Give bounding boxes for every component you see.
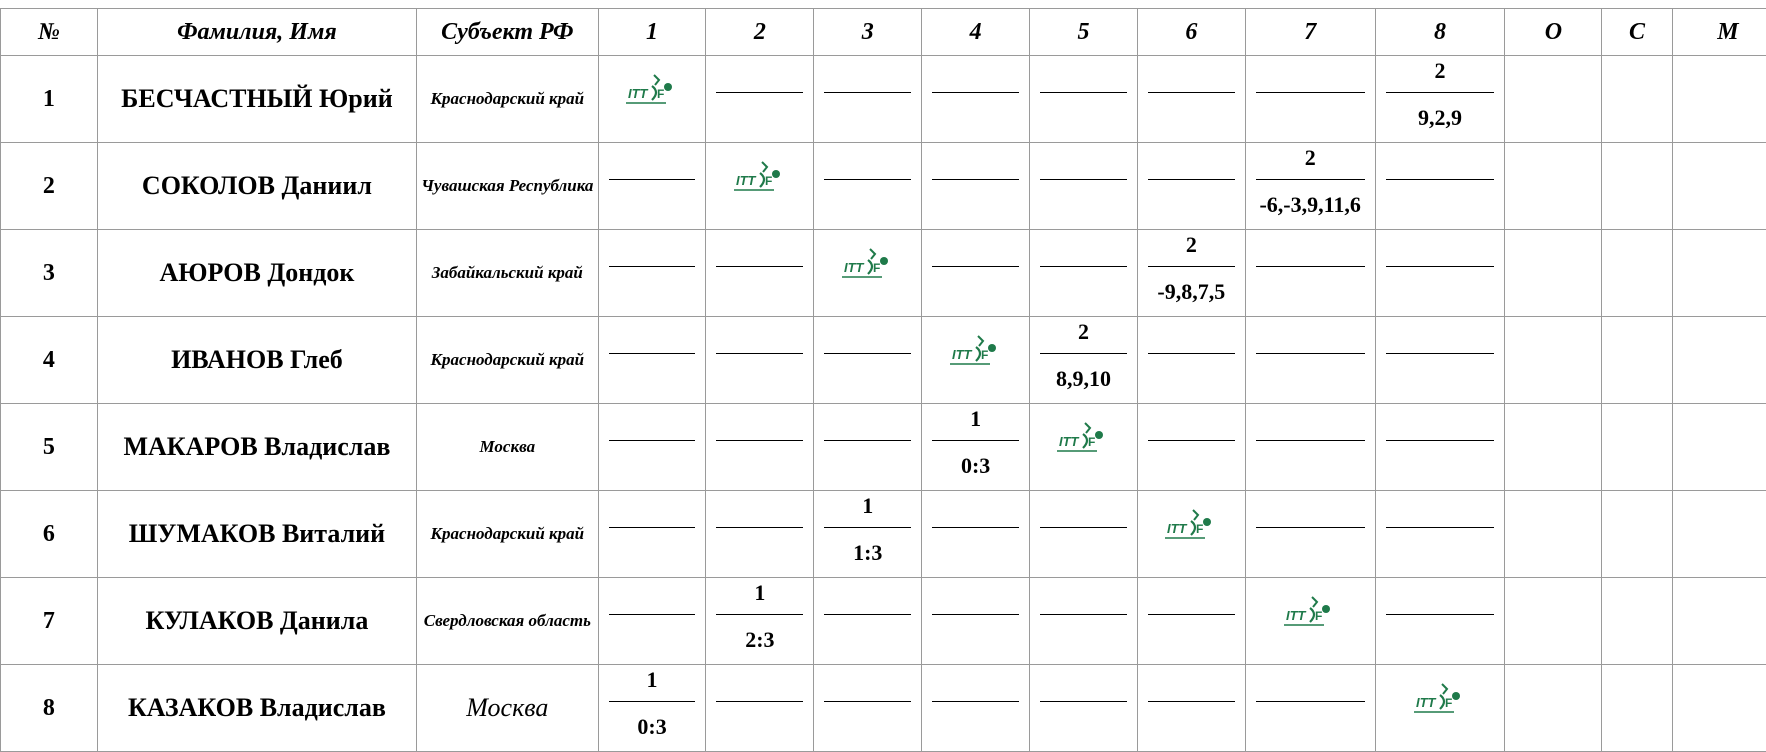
match-line — [1256, 353, 1365, 354]
match-cell-empty — [1375, 143, 1505, 230]
cell-m — [1672, 404, 1766, 491]
self-cell — [1030, 404, 1138, 491]
match-line — [1040, 701, 1127, 702]
match-cell-empty — [706, 56, 814, 143]
header-num: № — [1, 9, 98, 56]
match-line — [609, 179, 696, 180]
ittf-logo-icon — [1030, 404, 1137, 490]
match-line — [1148, 614, 1235, 615]
match-points: 2 — [1030, 319, 1137, 345]
match-line — [1256, 179, 1365, 180]
match-cell-empty — [814, 404, 922, 491]
svg-text:ITT: ITT — [628, 86, 649, 101]
cell-c — [1602, 578, 1672, 665]
match-points: 2 — [1138, 232, 1245, 258]
match-points: 2 — [1376, 58, 1505, 84]
match-line — [824, 440, 911, 441]
match-cell — [598, 665, 706, 752]
match-line — [1386, 353, 1495, 354]
table-row — [1, 317, 1766, 404]
match-cell-empty — [598, 404, 706, 491]
tournament-table — [0, 8, 1766, 752]
match-points: 1 — [922, 406, 1029, 432]
match-cell-empty — [1030, 143, 1138, 230]
cell-o — [1505, 143, 1602, 230]
self-cell — [706, 143, 814, 230]
match-line — [932, 614, 1019, 615]
svg-text:ITT: ITT — [844, 260, 865, 275]
svg-text:ITT: ITT — [1286, 608, 1307, 623]
match-line — [1148, 179, 1235, 180]
match-cell-empty — [1375, 578, 1505, 665]
match-cell-empty — [706, 404, 814, 491]
player-number: 7 — [1, 578, 98, 665]
cell-c — [1602, 143, 1672, 230]
match-cell-empty — [1137, 143, 1245, 230]
match-cell-empty — [1375, 491, 1505, 578]
match-cell — [1245, 143, 1375, 230]
match-cell-empty — [1030, 56, 1138, 143]
self-cell — [922, 317, 1030, 404]
match-line — [932, 440, 1019, 441]
match-cell-empty — [1245, 665, 1375, 752]
match-cell — [1030, 317, 1138, 404]
match-line — [1040, 614, 1127, 615]
ittf-logo-icon — [599, 56, 706, 142]
svg-text:F: F — [1088, 435, 1095, 449]
match-line — [824, 527, 911, 528]
player-name: ИВАНОВ Глеб — [97, 317, 416, 404]
match-line — [1148, 440, 1235, 441]
player-region: Свердловская область — [417, 578, 599, 665]
match-cell-empty — [1245, 491, 1375, 578]
match-cell-empty — [814, 56, 922, 143]
match-cell — [706, 578, 814, 665]
match-line — [716, 701, 803, 702]
header-col-2: 2 — [706, 9, 814, 56]
match-cell-empty — [1137, 317, 1245, 404]
match-cell-empty — [598, 230, 706, 317]
player-region: Краснодарский край — [417, 491, 599, 578]
match-line — [824, 614, 911, 615]
match-score: 9,2,9 — [1376, 105, 1505, 131]
match-cell-empty — [706, 230, 814, 317]
match-score: 0:3 — [922, 453, 1029, 479]
match-cell-empty — [706, 491, 814, 578]
match-cell-empty — [1137, 665, 1245, 752]
header-name: Фамилия, Имя — [97, 9, 416, 56]
ittf-logo-icon — [922, 317, 1029, 403]
header-col-3: 3 — [814, 9, 922, 56]
ittf-logo-svg — [1055, 420, 1111, 456]
cell-o — [1505, 491, 1602, 578]
match-line — [824, 353, 911, 354]
header-row — [1, 9, 1766, 56]
match-line — [932, 179, 1019, 180]
ittf-logo-svg — [1282, 594, 1338, 630]
self-cell — [1375, 665, 1505, 752]
ittf-logo-svg — [1412, 681, 1468, 717]
table-row — [1, 143, 1766, 230]
match-cell-empty — [1375, 317, 1505, 404]
match-line — [1386, 527, 1495, 528]
match-line — [1256, 266, 1365, 267]
svg-text:F: F — [1315, 609, 1322, 623]
header-region: Субъект РФ — [417, 9, 599, 56]
ittf-logo-icon — [1376, 665, 1505, 751]
cell-c — [1602, 404, 1672, 491]
ittf-logo-icon — [814, 230, 921, 316]
match-line — [1148, 266, 1235, 267]
player-number: 6 — [1, 491, 98, 578]
match-cell-empty — [922, 230, 1030, 317]
match-line — [1040, 527, 1127, 528]
table-row — [1, 56, 1766, 143]
player-number: 4 — [1, 317, 98, 404]
match-cell — [922, 404, 1030, 491]
match-line — [1256, 92, 1365, 93]
cell-m — [1672, 230, 1766, 317]
table-row — [1, 491, 1766, 578]
match-cell-empty — [1245, 404, 1375, 491]
svg-text:ITT: ITT — [1167, 521, 1188, 536]
ittf-logo-svg — [1163, 507, 1219, 543]
cell-c — [1602, 317, 1672, 404]
player-name: АЮРОВ Дондок — [97, 230, 416, 317]
match-cell-empty — [1375, 230, 1505, 317]
match-line — [932, 266, 1019, 267]
cell-m — [1672, 491, 1766, 578]
cell-c — [1602, 230, 1672, 317]
match-cell-empty — [922, 491, 1030, 578]
match-line — [932, 701, 1019, 702]
svg-text:ITT: ITT — [952, 347, 973, 362]
table-row — [1, 578, 1766, 665]
ittf-logo-svg — [948, 333, 1004, 369]
ittf-logo-svg — [732, 159, 788, 195]
svg-text:ITT: ITT — [1059, 434, 1080, 449]
match-line — [716, 440, 803, 441]
player-number: 1 — [1, 56, 98, 143]
match-line — [824, 179, 911, 180]
match-cell-empty — [814, 578, 922, 665]
match-cell-empty — [1245, 317, 1375, 404]
cell-o — [1505, 56, 1602, 143]
header-col-4: 4 — [922, 9, 1030, 56]
match-score: -9,8,7,5 — [1138, 279, 1245, 305]
self-cell — [1245, 578, 1375, 665]
ittf-logo-icon — [1246, 578, 1375, 664]
cell-o — [1505, 230, 1602, 317]
match-cell-empty — [1137, 404, 1245, 491]
match-cell — [814, 491, 922, 578]
match-cell-empty — [814, 665, 922, 752]
cell-c — [1602, 665, 1672, 752]
match-line — [1148, 701, 1235, 702]
svg-text:F: F — [1445, 696, 1452, 710]
match-cell-empty — [1375, 404, 1505, 491]
self-cell — [1137, 491, 1245, 578]
player-name: МАКАРОВ Владислав — [97, 404, 416, 491]
match-line — [824, 92, 911, 93]
match-cell-empty — [922, 56, 1030, 143]
player-name: БЕСЧАСТНЫЙ Юрий — [97, 56, 416, 143]
cell-m — [1672, 317, 1766, 404]
match-line — [1386, 266, 1495, 267]
match-cell — [1375, 56, 1505, 143]
match-line — [716, 353, 803, 354]
match-score: 2:3 — [706, 627, 813, 653]
cell-c — [1602, 491, 1672, 578]
match-line — [1256, 440, 1365, 441]
match-cell-empty — [814, 143, 922, 230]
match-line — [1386, 92, 1495, 93]
cell-c — [1602, 56, 1672, 143]
svg-text:F: F — [657, 87, 664, 101]
player-region: Чувашская Республика — [417, 143, 599, 230]
match-line — [1386, 440, 1495, 441]
header-col-8: 8 — [1375, 9, 1505, 56]
match-line — [716, 266, 803, 267]
cell-o — [1505, 404, 1602, 491]
match-line — [1386, 179, 1495, 180]
header-col-7: 7 — [1245, 9, 1375, 56]
player-number: 5 — [1, 404, 98, 491]
ittf-logo-icon — [1138, 491, 1245, 577]
match-cell-empty — [598, 143, 706, 230]
player-number: 2 — [1, 143, 98, 230]
match-line — [932, 92, 1019, 93]
player-number: 8 — [1, 665, 98, 752]
match-line — [609, 614, 696, 615]
svg-text:F: F — [765, 174, 772, 188]
cell-m — [1672, 56, 1766, 143]
match-line — [824, 701, 911, 702]
match-line — [609, 701, 696, 702]
ittf-logo-icon — [706, 143, 813, 229]
player-name: КАЗАКОВ Владислав — [97, 665, 416, 752]
match-line — [716, 527, 803, 528]
match-line — [716, 614, 803, 615]
match-line — [1040, 266, 1127, 267]
match-cell-empty — [598, 317, 706, 404]
match-score: 8,9,10 — [1030, 366, 1137, 392]
cell-m — [1672, 143, 1766, 230]
cell-o — [1505, 578, 1602, 665]
cell-m — [1672, 665, 1766, 752]
player-region: Москва — [417, 665, 599, 752]
match-cell-empty — [1030, 491, 1138, 578]
player-name: ШУМАКОВ Виталий — [97, 491, 416, 578]
match-line — [609, 527, 696, 528]
match-line — [716, 92, 803, 93]
match-line — [1040, 92, 1127, 93]
player-number: 3 — [1, 230, 98, 317]
match-points: 1 — [814, 493, 921, 519]
svg-text:ITT: ITT — [1416, 695, 1437, 710]
match-score: 0:3 — [599, 714, 706, 740]
svg-text:F: F — [981, 348, 988, 362]
match-score: -6,-3,9,11,6 — [1246, 192, 1375, 218]
svg-text:ITT: ITT — [736, 173, 757, 188]
cell-m — [1672, 578, 1766, 665]
match-line — [609, 353, 696, 354]
header-col-5: 5 — [1030, 9, 1138, 56]
match-line — [1040, 353, 1127, 354]
match-cell-empty — [922, 143, 1030, 230]
player-region: Москва — [417, 404, 599, 491]
match-points: 2 — [1246, 145, 1375, 171]
match-line — [609, 440, 696, 441]
ittf-logo-svg — [840, 246, 896, 282]
match-cell-empty — [598, 491, 706, 578]
match-cell-empty — [922, 578, 1030, 665]
match-line — [1040, 179, 1127, 180]
match-line — [609, 266, 696, 267]
header-col-6: 6 — [1137, 9, 1245, 56]
header-col-1: 1 — [598, 9, 706, 56]
match-cell-empty — [1137, 578, 1245, 665]
match-cell — [1137, 230, 1245, 317]
cell-o — [1505, 665, 1602, 752]
match-cell-empty — [598, 578, 706, 665]
player-region: Забайкальский край — [417, 230, 599, 317]
table-row — [1, 665, 1766, 752]
match-cell-empty — [706, 317, 814, 404]
self-cell — [598, 56, 706, 143]
self-cell — [814, 230, 922, 317]
match-cell-empty — [1030, 578, 1138, 665]
match-line — [932, 527, 1019, 528]
header-m: М — [1672, 9, 1766, 56]
svg-text:F: F — [1196, 522, 1203, 536]
match-cell-empty — [922, 665, 1030, 752]
player-name: СОКОЛОВ Даниил — [97, 143, 416, 230]
cell-o — [1505, 317, 1602, 404]
table-row — [1, 404, 1766, 491]
header-o: О — [1505, 9, 1602, 56]
svg-text:F: F — [873, 261, 880, 275]
match-cell-empty — [814, 317, 922, 404]
match-line — [1148, 353, 1235, 354]
match-points: 1 — [706, 580, 813, 606]
match-cell-empty — [1245, 230, 1375, 317]
match-cell-empty — [1245, 56, 1375, 143]
match-cell-empty — [1137, 56, 1245, 143]
match-cell-empty — [1030, 665, 1138, 752]
player-region: Краснодарский край — [417, 56, 599, 143]
match-cell-empty — [706, 665, 814, 752]
match-line — [1256, 701, 1365, 702]
match-points: 1 — [599, 667, 706, 693]
match-line — [1256, 527, 1365, 528]
match-line — [1386, 614, 1495, 615]
match-score: 1:3 — [814, 540, 921, 566]
ittf-logo-svg — [624, 72, 680, 108]
player-rows — [1, 56, 1766, 752]
table-row — [1, 230, 1766, 317]
match-line — [1148, 92, 1235, 93]
header-c: С — [1602, 9, 1672, 56]
player-region: Краснодарский край — [417, 317, 599, 404]
player-name: КУЛАКОВ Данила — [97, 578, 416, 665]
match-cell-empty — [1030, 230, 1138, 317]
